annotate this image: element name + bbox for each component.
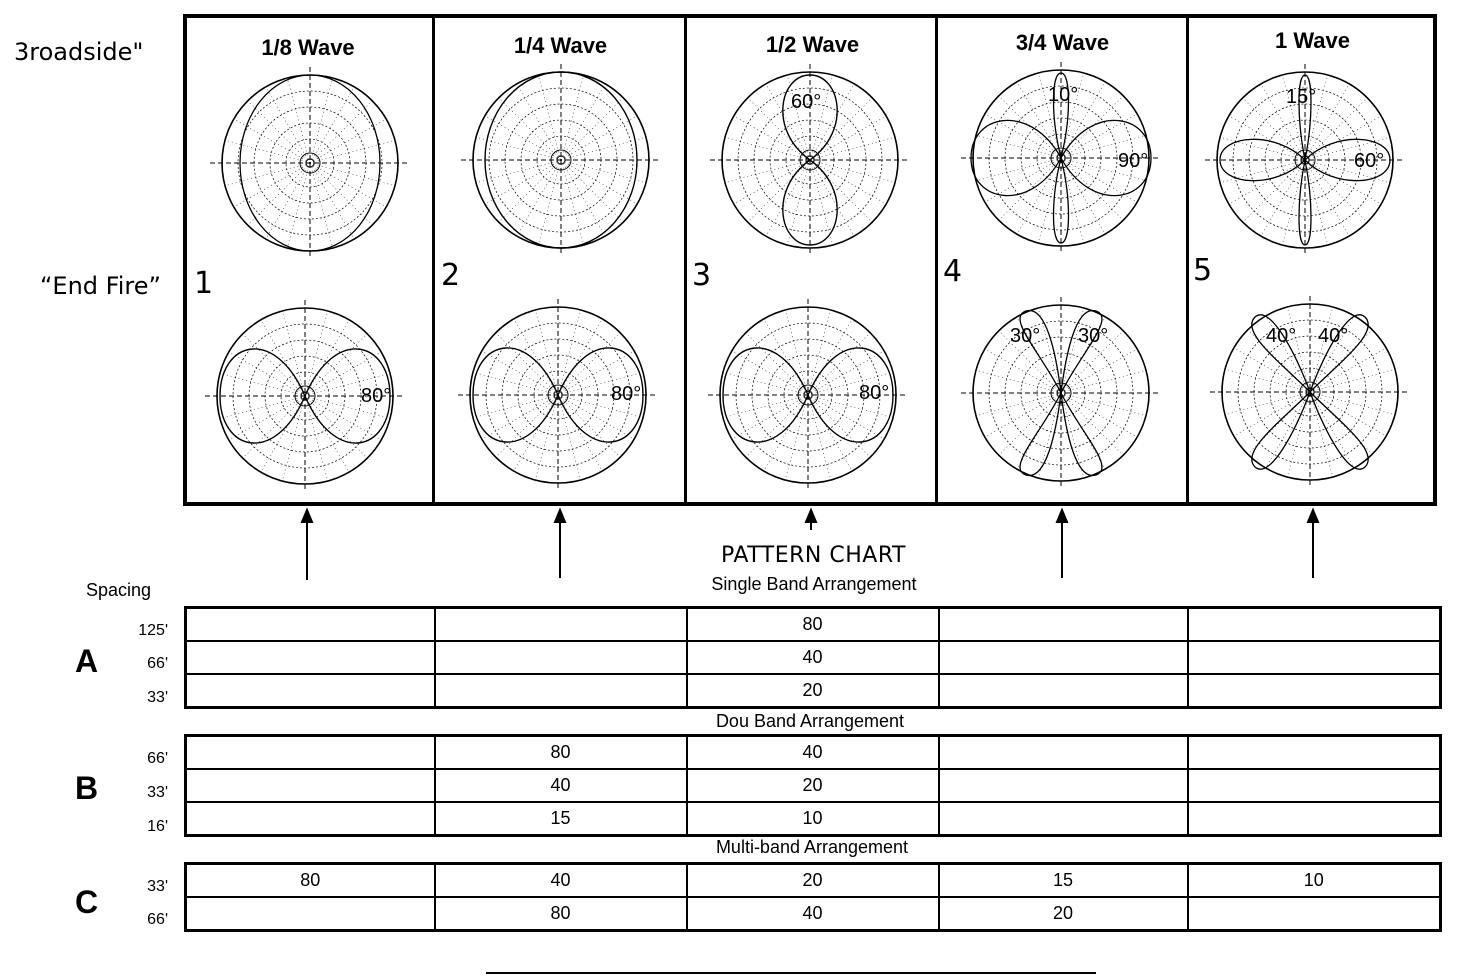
table-row [186, 864, 1441, 898]
table-row [186, 897, 1441, 931]
row-spacing-label: 33' [147, 784, 168, 801]
group-letter-a: A [75, 643, 99, 679]
row-spacing-label: 33' [147, 878, 168, 895]
group-letter-c: C [75, 884, 99, 920]
single-band-table [184, 606, 1442, 709]
angle-label: 15° [1286, 86, 1317, 108]
polar-diagram-broadside-1 [210, 67, 410, 259]
table-row [186, 736, 1441, 770]
table-cell: 80 [435, 736, 687, 770]
bottom-rule [486, 972, 1096, 974]
column-number-5: 5 [1193, 253, 1213, 288]
table-cell: 20 [939, 897, 1188, 931]
column-number-2: 2 [441, 258, 461, 293]
row-spacing-label: 33' [147, 689, 168, 706]
dual-band-title: Dou Band Arrangement [715, 711, 905, 731]
angle-label: 40° [1318, 325, 1349, 347]
table-cell [186, 641, 435, 674]
table-cell [435, 641, 687, 674]
table-cell [1188, 802, 1441, 836]
table-cell [939, 802, 1188, 836]
spacing-label: Spacing [86, 580, 152, 600]
angle-label: 30° [1078, 325, 1109, 347]
table-cell [1188, 608, 1441, 642]
angle-label: 10° [1048, 84, 1079, 106]
table-cell: 80 [687, 608, 939, 642]
table-cell [939, 641, 1188, 674]
angle-label: 30° [1010, 325, 1041, 347]
table-cell [939, 608, 1188, 642]
row-spacing-label: 125' [138, 622, 168, 639]
angle-label: 90° [1118, 150, 1149, 172]
group-letter-b: B [75, 770, 99, 806]
angle-label: 60° [1354, 150, 1385, 172]
polar-diagram-broadside-2 [461, 64, 661, 256]
table-cell: 10 [1188, 864, 1441, 898]
table-cell: 40 [687, 897, 939, 931]
angle-label: 40° [1266, 325, 1297, 347]
chart-title: PATTERN CHART [721, 543, 906, 568]
column-number-4: 4 [943, 254, 963, 289]
table-row [186, 608, 1441, 642]
table-cell: 80 [435, 897, 687, 931]
angle-label: 80° [611, 383, 642, 405]
table-cell: 40 [687, 641, 939, 674]
multi-band-table [184, 862, 1442, 932]
table-cell: 40 [435, 769, 687, 802]
single-band-title: Single Band Arrangement [711, 574, 917, 594]
column-number-3: 3 [692, 258, 712, 293]
angle-label: 60° [791, 91, 822, 113]
column-title-4: 3/4 Wave [1015, 30, 1110, 55]
column-title-2: 1/4 Wave [513, 33, 608, 58]
table-cell: 15 [435, 802, 687, 836]
table-cell [186, 608, 435, 642]
table-cell [1188, 897, 1441, 931]
table-row [186, 769, 1441, 802]
table-cell [939, 769, 1188, 802]
table-cell [186, 802, 435, 836]
column-number-1: 1 [194, 266, 214, 301]
column-title-3: 1/2 Wave [765, 32, 860, 57]
angle-label: 80° [361, 385, 392, 407]
table-cell [186, 674, 435, 708]
end-fire-label: “End Fire” [40, 272, 161, 300]
row-spacing-label: 66' [147, 911, 168, 928]
table-cell [939, 736, 1188, 770]
table-cell [435, 608, 687, 642]
table-row [186, 674, 1441, 708]
table-cell: 20 [687, 769, 939, 802]
polar-diagram-endfire-4 [961, 297, 1161, 489]
table-cell: 20 [687, 864, 939, 898]
column-title-1: 1/8 Wave [261, 35, 355, 60]
row-spacing-label: 16' [147, 818, 168, 835]
table-cell: 10 [687, 802, 939, 836]
table-cell [435, 674, 687, 708]
table-cell [1188, 769, 1441, 802]
row-spacing-label: 66' [147, 655, 168, 672]
angle-label: 80° [859, 382, 890, 404]
table-cell: 20 [687, 674, 939, 708]
table-cell: 40 [435, 864, 687, 898]
table-cell [186, 769, 435, 802]
table-cell: 80 [186, 864, 435, 898]
table-row [186, 641, 1441, 674]
column-title-5: 1 Wave [1274, 28, 1350, 53]
row-spacing-label: 66' [147, 750, 168, 767]
broadside-label: 3roadside" [14, 38, 144, 66]
table-cell: 15 [939, 864, 1188, 898]
dual-band-table [184, 734, 1442, 837]
multi-band-title: Multi-band Arrangement [715, 837, 909, 857]
polar-diagram-endfire-5 [1210, 296, 1410, 488]
table-cell: 40 [687, 736, 939, 770]
table-row [186, 802, 1441, 836]
table-cell [1188, 674, 1441, 708]
table-cell [186, 897, 435, 931]
table-cell [1188, 641, 1441, 674]
table-cell [939, 674, 1188, 708]
table-cell [1188, 736, 1441, 770]
table-cell [186, 736, 435, 770]
